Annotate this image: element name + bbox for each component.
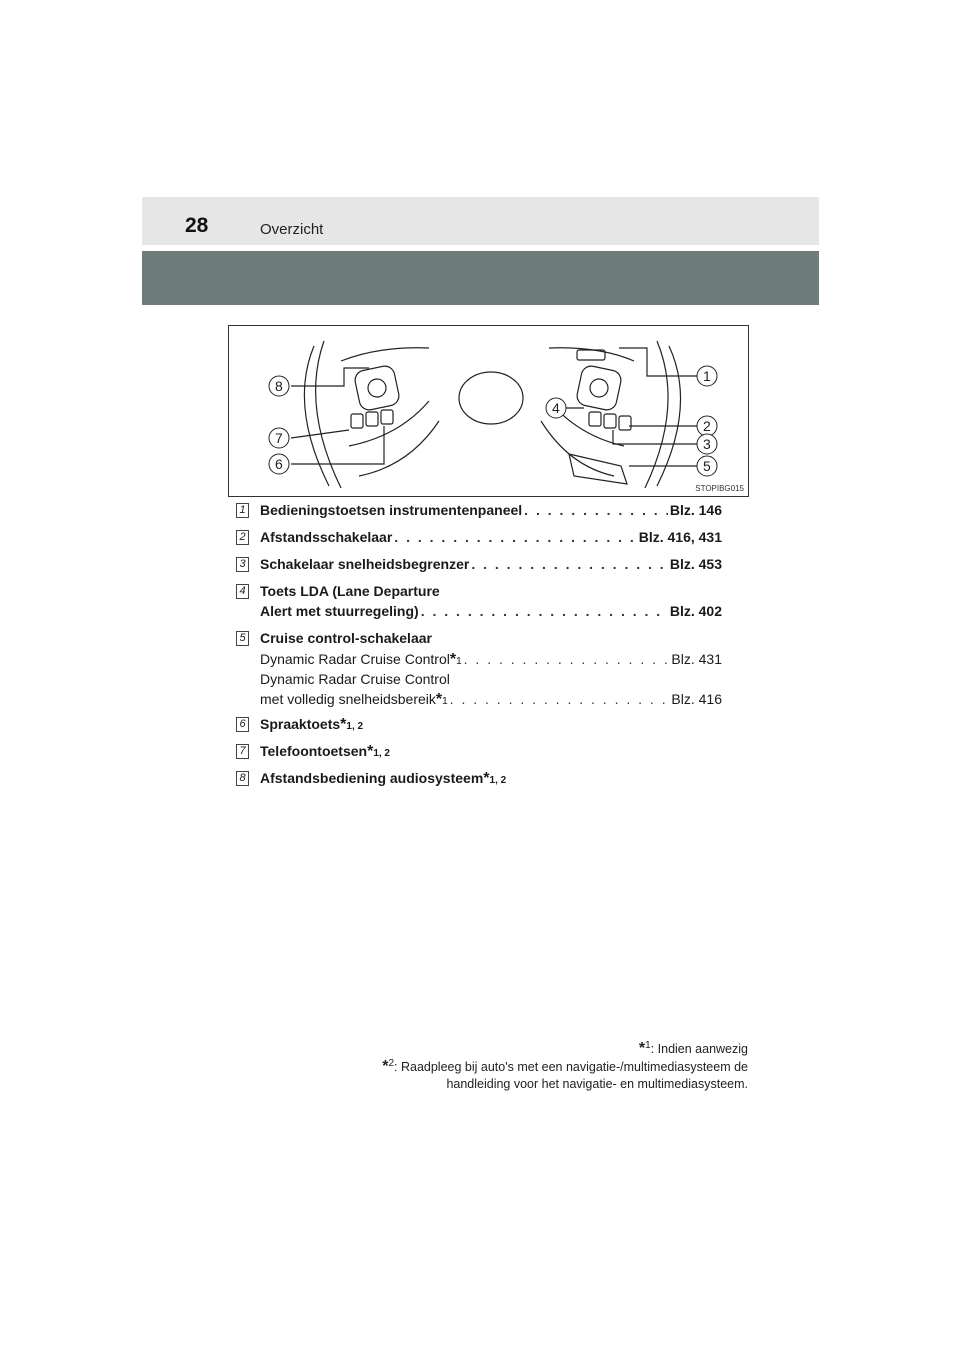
footnote-mark: * — [340, 716, 347, 733]
page-ref-link[interactable]: Blz. 416, 431 — [638, 529, 722, 545]
page-ref-link[interactable]: Blz. 431 — [671, 651, 722, 667]
header-bar — [142, 197, 819, 245]
footnote-mark: * — [367, 743, 374, 760]
item-number: 6 — [236, 717, 249, 732]
callout-3: 3 — [703, 436, 711, 452]
footnote-2: *$^2$: Raadpleeg bij auto's met een navigatie-/multimediasysteem de — [382, 1057, 748, 1075]
item-label: Cruise control-schakelaar — [260, 630, 432, 646]
page-ref-link[interactable]: Blz. 402 — [669, 603, 722, 619]
item-number: 3 — [236, 557, 249, 572]
item-number: 7 — [236, 744, 249, 759]
item-label: Schakelaar snelheidsbegrenzer — [260, 556, 470, 572]
sub-item-label-line2: met volledig snelheidsbereik — [260, 691, 436, 707]
item-label: Telefoontoetsen — [260, 743, 368, 759]
callout-2: 2 — [703, 418, 711, 434]
page-ref-link[interactable]: Blz. 453 — [669, 556, 722, 572]
item-label: Afstandsschakelaar — [260, 529, 393, 545]
item-label: Bedieningstoetsen instrumentenpaneel — [260, 502, 523, 518]
footnotes — [382, 1040, 748, 1093]
callout-1: 1 — [703, 368, 711, 384]
sub-item-label: Dynamic Radar Cruise Control — [260, 651, 450, 667]
item-number: 8 — [236, 771, 249, 786]
footnote-mark: * — [483, 770, 490, 787]
item-label-line2: Alert met stuurregeling) — [260, 603, 419, 619]
item-label-line1: Toets LDA (Lane Departure — [260, 583, 440, 599]
sub-item-label-line1: Dynamic Radar Cruise Control — [260, 671, 450, 687]
page-ref-link[interactable]: Blz. 146 — [669, 502, 722, 518]
callout-7: 7 — [275, 430, 283, 446]
item-label: Spraaktoets — [260, 716, 341, 732]
section-title: Overzicht — [260, 221, 324, 238]
callout-5: 5 — [703, 458, 711, 474]
item-number: 1 — [236, 503, 249, 518]
callout-4: 4 — [552, 400, 560, 416]
title-band — [142, 251, 819, 305]
page-number: 28 — [185, 214, 209, 237]
footnote-2-continued: handleiding voor het navigatie- en multimediasysteem. — [446, 1077, 748, 1091]
item-number: 2 — [236, 530, 249, 545]
footnote-mark: * — [435, 691, 443, 708]
steering-wheel-drawing — [229, 326, 748, 496]
callout-8: 8 — [275, 378, 283, 394]
item-number: 5 — [236, 631, 249, 646]
figure-code: STOPIBG015 — [695, 484, 744, 493]
steering-wheel-illustration — [228, 325, 749, 497]
footnote-mark: * — [449, 651, 457, 668]
callout-6: 6 — [275, 456, 283, 472]
item-number: 4 — [236, 584, 249, 599]
footnote-1: *$^1$: Indien aanwezig — [638, 1039, 748, 1057]
item-label: Afstandsbediening audiosysteem — [260, 770, 484, 786]
page-ref-link[interactable]: Blz. 416 — [671, 691, 722, 707]
